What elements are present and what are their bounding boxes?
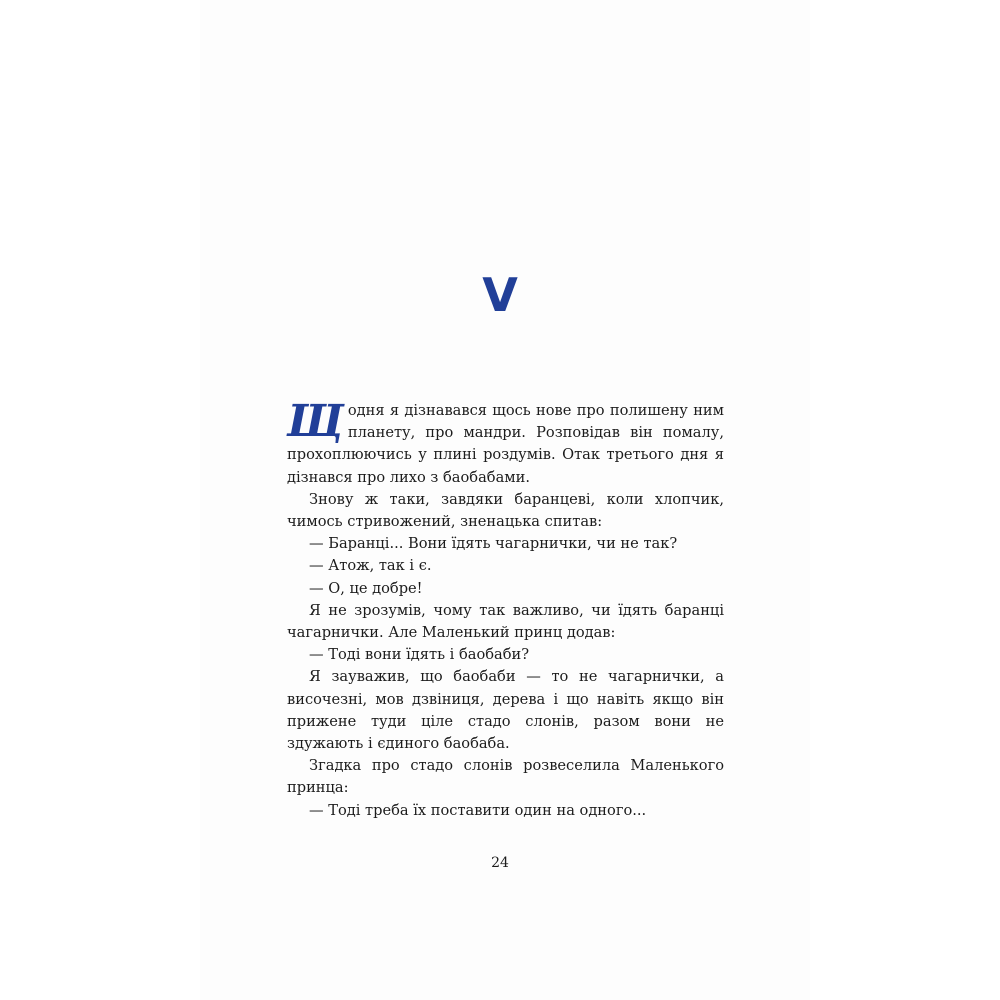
paragraph-6: Я не зрозумів, чому так важливо, чи їдять баранці чагарнички. Але Маленький принц додав: [287, 601, 724, 642]
paragraph-8: Я зауважив, що баобаби — то не чагарнички, а височезні, мов дзвіниця, дерева і що навіть якщо він прижене туди ціле стадо слонів, разом вони не здужають і єдиного баобаба. [287, 668, 724, 753]
drop-cap: Щ [287, 396, 344, 447]
paragraph-4: — Атож, так і є. [309, 557, 432, 575]
paragraph-5: — О, це добре! [309, 579, 423, 597]
chapter-text [287, 396, 724, 822]
page-number: 24 [491, 855, 509, 871]
paragraph-1-text: одня я дізнавався щось нове про полишену ним планету, про мандри. Розповідав він помалу, прохоплюючись у плині роздумів. Отак третього дня я дізнався про лихо з баобабами. [287, 402, 724, 486]
paragraph-3: — Баранці... Вони їдять чагарнички, чи не так? [309, 535, 678, 553]
paragraph-9: Згадка про стадо слонів розвеселила Маленького принца: [287, 757, 724, 797]
paragraph-2: Знову ж таки, завдяки баранцеві, коли хлопчик, чимось стривожений, зненацька спитав: [287, 490, 724, 531]
paragraph-1 [287, 396, 724, 489]
chapter-number: V [482, 268, 518, 322]
paragraph-7: — Тоді вони їдять і баобаби? [309, 646, 530, 664]
paragraph-10: — Тоді треба їх поставити один на одного... [309, 801, 647, 819]
